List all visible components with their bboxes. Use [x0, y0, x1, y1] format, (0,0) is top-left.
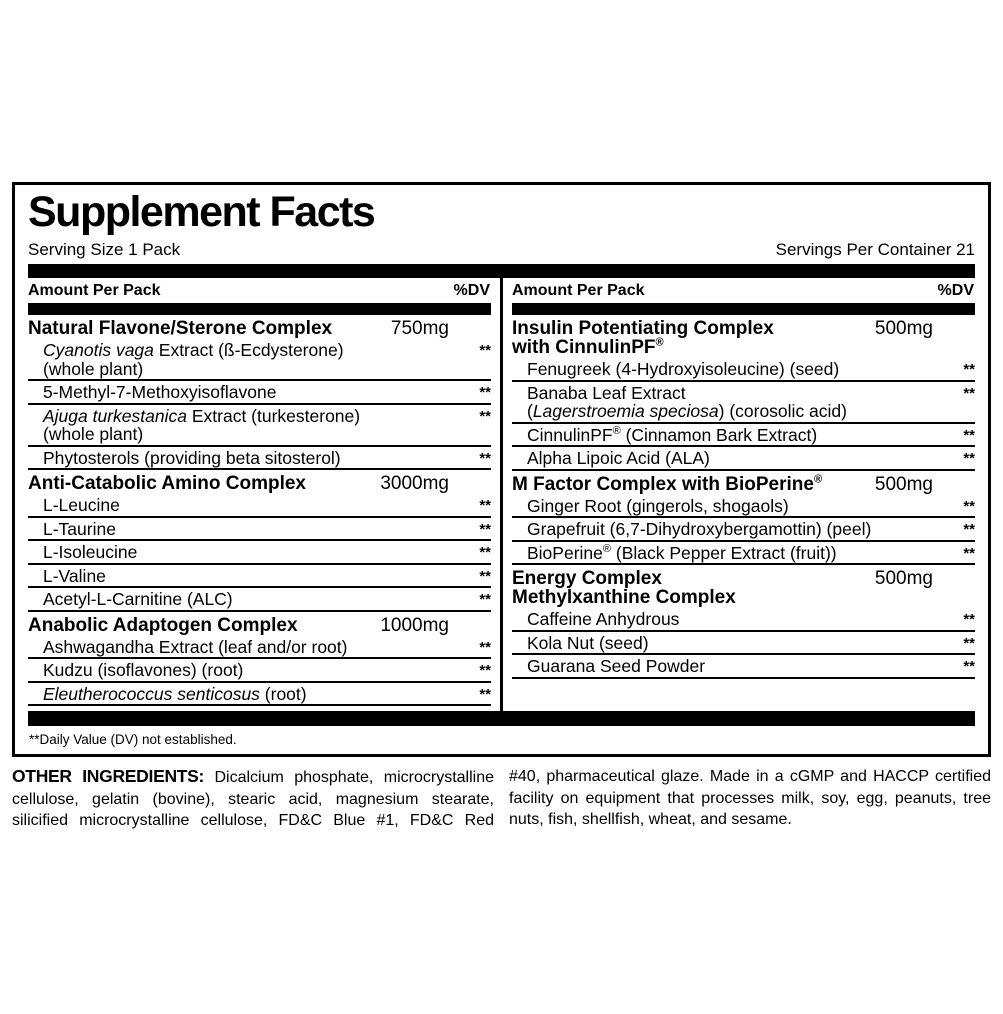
dv-value: ** [479, 520, 491, 538]
ingredient-name [512, 497, 933, 516]
section-amount: 750mg [390, 318, 449, 339]
dv-footnote: **Daily Value (DV) not established. [29, 732, 237, 747]
dv-value: ** [963, 497, 975, 515]
text-segment: Extract (turkesterone) [186, 405, 361, 426]
text-segment: (whole plant) [43, 358, 144, 379]
dv-value: ** [479, 662, 491, 679]
ingredient-name [28, 341, 449, 378]
ingredient-row [28, 683, 491, 707]
text-segment: (whole plant) [43, 424, 144, 444]
text-segment: (Black Pepper Extract (fruit)) [611, 542, 837, 563]
text-segment: CinnulinPF [527, 424, 613, 445]
dv-spacer [449, 319, 491, 320]
dv-value: ** [963, 658, 975, 675]
dv-value: ** [963, 634, 975, 652]
section-name [28, 474, 380, 493]
nutrient-section [512, 315, 975, 471]
ingredient-name [28, 383, 449, 402]
ingredient-name [28, 407, 449, 444]
dv-spacer [933, 475, 975, 476]
ingredient-name [28, 496, 449, 515]
ingredient-row [512, 608, 975, 632]
nutrient-section [28, 315, 491, 470]
dv-value: ** [479, 407, 491, 425]
dv-value: ** [963, 611, 975, 628]
dv-value: ** [963, 544, 975, 562]
section-name [28, 319, 391, 338]
ingredient-row [28, 636, 491, 660]
ingredient-row [28, 405, 491, 447]
supplement-facts-panel [12, 182, 991, 757]
dv-value: ** [479, 384, 491, 401]
text-segment: Ashwagandha Extract (leaf and/or root) [43, 636, 348, 657]
ingredient-name [512, 426, 933, 445]
ingredient-name [512, 384, 933, 421]
supplement-facts-title: Supplement Facts [28, 188, 375, 236]
other-ingredients [12, 766, 991, 832]
ingredient-name [28, 520, 449, 539]
section-name [512, 475, 875, 494]
servings-per-container: Servings Per Container 21 [775, 240, 975, 259]
ingredient-row [28, 339, 491, 381]
dv-value: ** [963, 384, 975, 402]
text-segment: M Factor Complex with BioPerine [512, 473, 814, 495]
section-amount: 3000mg [380, 473, 449, 494]
ingredient-row [28, 447, 491, 471]
ingredient-row [512, 655, 975, 679]
ingredient-row [28, 659, 491, 683]
ingredient-row [512, 424, 975, 448]
amount-per-pack-label: Amount Per Pack [28, 282, 161, 299]
text-segment: ( [527, 401, 533, 421]
text-segment: Phytosterols (providing beta sitosterol) [43, 447, 341, 468]
text-segment: Grapefruit (6,7-Dihydroxybergamottin) (peel) [527, 519, 872, 539]
ingredient-row [512, 518, 975, 542]
text-segment: L-Valine [43, 565, 106, 586]
text-segment: L-Leucine [43, 495, 120, 515]
nutrient-section [28, 470, 491, 612]
dv-value: ** [479, 567, 491, 585]
dv-value: ** [963, 521, 975, 538]
text-segment: Banaba Leaf Extract [527, 382, 686, 403]
ingredient-name [28, 543, 449, 562]
percent-dv-label: %DV [937, 282, 974, 299]
ingredient-row [512, 632, 975, 656]
section-header [28, 470, 491, 494]
ingredient-name [512, 544, 933, 563]
text-segment: Extract (ß-Ecdysterone) [153, 340, 344, 360]
other-ingredients-col1 [12, 766, 494, 832]
text-segment: Acetyl-L-Carnitine (ALC) [43, 589, 233, 609]
percent-dv-label: %DV [453, 282, 490, 299]
other-ingredients-text-1: Dicalcium phosphate, microcrystalline cellulose, gelatin (bovine), stearic acid, magnesium stearate, silicified microcrystalline cellulose, FD&C Blue #1, FD&C Red [12, 769, 494, 829]
ingredient-row [28, 541, 491, 565]
section-name [512, 319, 875, 357]
section-header [512, 565, 975, 608]
ingredient-row [28, 381, 491, 405]
column-header-left [28, 278, 491, 303]
nutrient-section [512, 565, 975, 679]
latin-name: Lagerstroemia speciosa [532, 401, 719, 421]
registered-mark: ® [612, 424, 621, 437]
other-ingredients-text-2: #40, pharmaceutical glaze. Made in a cGMP and HACCP certified facility on equipment that processes milk, soy, egg, peanuts, tree nuts, fish, shellfish, wheat, and sesame. [509, 768, 991, 828]
separator-bar-column [28, 303, 491, 315]
dv-value: ** [479, 497, 491, 514]
text-segment: Energy Complex [512, 568, 662, 589]
text-segment: Ginger Root (gingerols, shogaols) [527, 495, 789, 516]
sections-left [28, 315, 491, 706]
dv-value: ** [479, 544, 491, 561]
latin-name: Eleutherococcus senticosus [43, 683, 260, 704]
text-segment: (Cinnamon Bark Extract) [620, 424, 818, 445]
dv-value: ** [479, 449, 491, 467]
text-segment: Caffeine Anhydrous [527, 609, 680, 629]
dv-value: ** [479, 342, 491, 359]
ingredient-name [28, 661, 449, 680]
registered-mark: ® [813, 473, 823, 486]
nutrient-section [512, 471, 975, 566]
dv-spacer [449, 474, 491, 475]
text-segment: L-Taurine [43, 518, 116, 539]
separator-bar-column [512, 303, 975, 315]
section-header [28, 612, 491, 636]
ingredient-row [512, 382, 975, 424]
dv-value: ** [963, 426, 975, 444]
ingredient-name [28, 638, 449, 657]
text-segment: 5-Methyl-7-Methoxyisoflavone [43, 382, 277, 402]
section-amount: 500mg [874, 568, 933, 589]
facts-column-left [28, 278, 491, 711]
text-segment: Alpha Lipoic Acid (ALA) [527, 448, 710, 468]
text-segment: ) (corosolic acid) [718, 401, 847, 421]
ingredient-name [28, 449, 449, 468]
latin-name: Ajuga turkestanica [43, 405, 187, 426]
section-header [512, 471, 975, 495]
section-header [28, 315, 491, 339]
text-segment: Methylxanthine Complex [512, 587, 736, 608]
text-segment: Anti-Catabolic Amino Complex [28, 473, 306, 494]
dv-spacer [933, 569, 975, 570]
ingredient-name [28, 567, 449, 586]
dv-value: ** [479, 591, 491, 608]
text-segment: with CinnulinPF [512, 337, 656, 358]
ingredient-name [512, 657, 933, 676]
other-ingredients-col2 [509, 766, 991, 832]
dv-value: ** [963, 361, 975, 378]
ingredient-name [512, 449, 933, 468]
sections-right [512, 315, 975, 679]
facts-columns [28, 278, 975, 711]
dv-value: ** [479, 685, 491, 703]
serving-info-row [28, 240, 975, 260]
other-ingredients-label: OTHER INGREDIENTS: [12, 766, 205, 786]
dv-spacer [933, 319, 975, 320]
registered-mark: ® [655, 336, 664, 349]
dv-spacer [449, 616, 491, 617]
serving-size: Serving Size 1 Pack [28, 240, 181, 259]
facts-column-right [512, 278, 975, 711]
ingredient-row [28, 494, 491, 518]
dv-value: ** [479, 638, 491, 656]
text-segment: Kola Nut (seed) [527, 632, 649, 653]
section-amount: 500mg [874, 473, 933, 495]
registered-mark: ® [602, 542, 611, 555]
ingredient-name [512, 634, 933, 653]
dv-value: ** [963, 450, 975, 467]
ingredient-name [28, 590, 449, 609]
section-name [512, 569, 875, 607]
ingredient-row [512, 358, 975, 382]
ingredient-row [28, 518, 491, 542]
amount-per-pack-label: Amount Per Pack [512, 282, 645, 299]
text-segment: Anabolic Adaptogen Complex [28, 614, 298, 636]
text-segment: Guarana Seed Powder [527, 656, 706, 676]
separator-bar-bottom [28, 711, 975, 726]
text-segment: Kudzu (isoflavones) (root) [43, 660, 244, 680]
latin-name: Cyanotis vaga [43, 340, 154, 360]
ingredient-row [512, 542, 975, 566]
section-amount: 500mg [874, 318, 933, 339]
text-segment: BioPerine [527, 542, 603, 563]
text-segment: Insulin Potentiating Complex [512, 318, 774, 339]
ingredient-row [512, 447, 975, 471]
nutrient-section [28, 612, 491, 707]
section-amount: 1000mg [380, 614, 449, 636]
text-segment: L-Isoleucine [43, 542, 138, 562]
ingredient-row [28, 565, 491, 589]
text-segment: Natural Flavone/Sterone Complex [28, 318, 333, 339]
column-divider [500, 278, 503, 711]
separator-bar-top [28, 264, 975, 278]
ingredient-name [512, 360, 933, 379]
section-name [28, 616, 380, 635]
column-header-right [512, 278, 975, 303]
text-segment: Fenugreek (4-Hydroxyisoleucine) (seed) [527, 359, 840, 379]
ingredient-name [512, 610, 933, 629]
section-header [512, 315, 975, 358]
text-segment: (root) [259, 683, 307, 704]
ingredient-name [28, 685, 449, 704]
ingredient-name [512, 520, 933, 539]
ingredient-row [512, 495, 975, 519]
ingredient-row [28, 588, 491, 612]
